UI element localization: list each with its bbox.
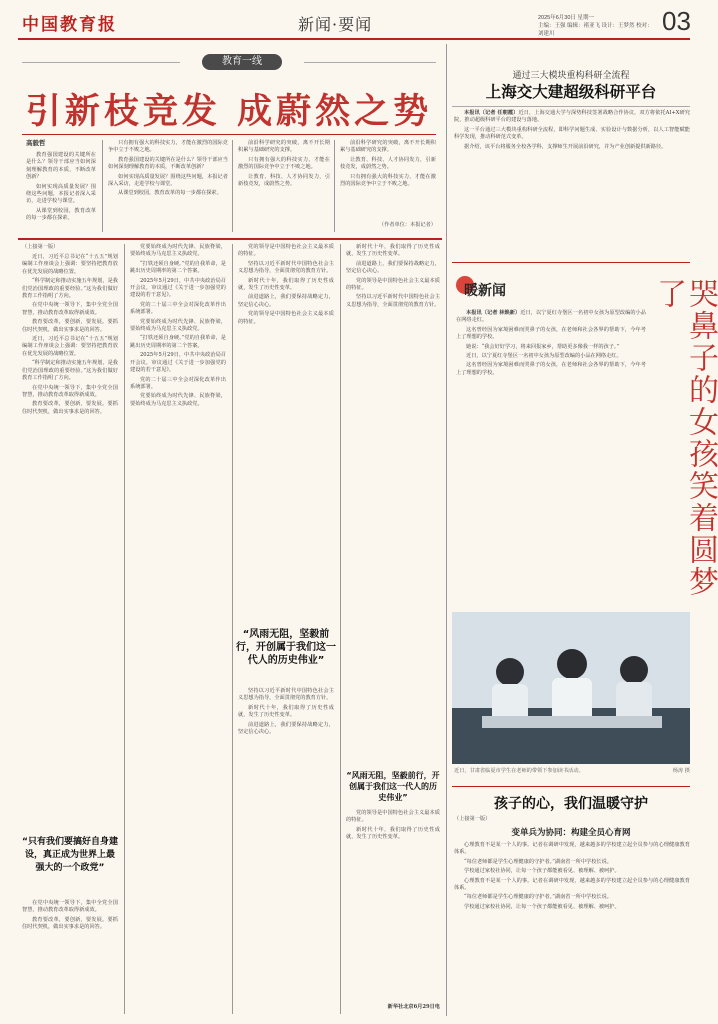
right-top-kicker: 通过三大模块重构科研全流程 xyxy=(512,71,630,81)
middle-column: 党要始终成为时代先锋、民族脊梁，要始终成为马克思主义执政党。 “打铁还须自身硬。”党的自我革命，是跳出历史周期率的第二个答案。 2025年5月29日，中共中央政治局召开会议，审议通过《关于进一步加强党的建设的若干意见》。 党的二十届三中全会对深化改革作出系统部署。 党要始终成为时代先锋、民族脊梁，要始终成为马克思主义执政党。 “打铁还须自身硬。”党的自我革命，是跳出历史周期率的第二个答案。 2025年5月29日，中共中央政治局召开会议，审议通过《关于进一步加强党的建设的若干意见》。 党的二十届三中全会对深化改革作出系统部署。 党要始终成为时代先锋、民族脊梁，要始终成为马克思主义执政党。 xyxy=(130,244,226,407)
page-number: 03 xyxy=(662,6,691,36)
column-three: 党的领导是中国特色社会主义最本质的特征。 坚持以习近平新时代中国特色社会主义思想为指导，全面贯彻党的教育方针。 新时代十年，我们取得了历史性成就，发生了历史性变革。 前进道路上，我们要保持战略定力，坚定信心决心。 党的领导是中国特色社会主义最本质的特征。 xyxy=(238,244,334,325)
students-reading-image xyxy=(452,612,690,764)
news-photo xyxy=(452,612,690,764)
bottom-right-headline: 孩子的心，我们温暖守护 xyxy=(494,796,648,812)
column-four-endnote: 新华社北京6月29日电 xyxy=(387,1004,440,1010)
top-story-banner: 教育一线 xyxy=(202,54,282,70)
header-rule xyxy=(18,38,690,40)
top-story-author: 高毅哲 xyxy=(26,139,46,147)
newspaper-logo: 中国教育报 xyxy=(22,15,117,35)
right-top-body: 本报讯（记者 任朝霞）近日，上海交通大学与深势科技签署战略合作协议，双方将依托AI+X研究院，推动超级科研平台的建设与落地。 这一平台通过三大模块重构科研全流程，即科学问题生成、实验设计与数据分析，以人工智能赋能科学发现，推动科研范式变革。 据介绍，该平台将服务全校各学科，支撑师生开展前沿研究，并为产业创新提供新路径。 xyxy=(454,110,690,150)
bottom-right-subhead: 变单兵为协同：构建全员心育网 xyxy=(511,828,631,838)
bottom-right-body: 心理教育不是某一个人的事。记者在调研中发现，越来越多的学校建立起全员参与的心理健康教育体系。 “每位老师都是学生心理健康的守护者。”湖南省一所中学校长说。 学校通过家校社协同，让每一个孩子都能被看见、被理解、被呵护。 心理教育不是某一个人的事。记者在调研中发现，越来越多的学校建立起全员参与的心理健康教育体系。 “每位老师都是学生心理健康的守护者。”湖南省一所中学校长说。 学校通过家校社协同，让每一个孩子都能被看见、被理解、被呵护。 xyxy=(454,842,690,910)
warm-news-body: 本报讯（记者 林焕新）近日，以宁夏红寺堡区一名初中女孩为原型改编的小品在网络走红。 这名曾经因为家境困难而哭鼻子的女孩，在老师和社会各界的帮助下，今年考上了理想的学校。 她说：“我会好好学习，将来回报家乡，帮助更多像我一样的孩子。” 近日，以宁夏红寺堡区一名初中女孩为原型改编的小品在网络走红。 这名曾经因为家境困难而哭鼻子的女孩，在老师和社会各界的帮助下，今年考上了理想的学校。 xyxy=(456,310,646,376)
right-top-headline: 上海交大建超级科研平台 xyxy=(485,83,657,101)
top-story-column-4: 前沿科学研究的突破，离不开长期积累与基础研究的支撑。 让教育、科技、人才协同发力，引新枝竞发，成蔚然之势。 只有拥有强大的科技实力，才能在激烈的国际竞争中立于不败之地。 xyxy=(340,140,436,188)
left-lower-quote: “只有我们要搞好自身建设，真正成为世界上最强大的一个政党” xyxy=(22,837,118,873)
warm-news-vertical-title: 哭鼻子的女孩笑着圆梦了 xyxy=(651,278,718,598)
warm-news-label-box xyxy=(456,272,536,306)
pullquote-headline: “风雨无阻，坚毅前行，开创属于我们这一代人的历史伟业” xyxy=(236,629,336,666)
bottom-right-dateline: （上接第一版） xyxy=(454,816,491,822)
column-four-lower: 党的领导是中国特色社会主义最本质的特征。 新时代十年，我们取得了历史性成就，发生了历史性变革。 xyxy=(346,810,440,841)
header-meta xyxy=(538,14,658,38)
top-story-byline: （作者单位：本报记者） xyxy=(378,222,436,228)
top-story-column-2: 只有拥有强大的科技实力，才能在激烈的国际竞争中立于不败之地。 教育强国建设的关键所在是什么？领导干部应当如何深刻理解教育的本质，不断改革创新？ 如何实现高质量发展？围绕这些问题，本报记者深入采访，走进学校与课堂。 从课堂到校园，教育改革的每一步都在探索。 xyxy=(108,140,228,197)
editor-line: 主编：王强 编辑：褚亚飞 设计：王梦然 校对：刘建川 xyxy=(538,23,653,37)
column-four-subheading: “风雨无阻，坚毅前行，开创属于我们这一代人的历史伟业” xyxy=(346,771,440,802)
column-four: 新时代十年，我们取得了历史性成就，发生了历史性变革。 前进道路上，我们要保持战略定力，坚定信心决心。 党的领导是中国特色社会主义最本质的特征。 坚持以习近平新时代中国特色社会主义思想为指导，全面贯彻党的教育方针。 xyxy=(346,244,440,308)
photo-caption: 近日，甘肃省临夏市学生在老师的带领下参加读书活动。 杨涛 摄 xyxy=(454,768,690,774)
column-three-lower: 坚持以习近平新时代中国特色社会主义思想为指导，全面贯彻党的教育方针。 新时代十年，我们取得了历史性成就，发生了历史性变革。 前进道路上，我们要保持战略定力，坚定信心决心。 xyxy=(238,688,334,736)
date-line: 2025年6月30日 星期一 xyxy=(538,15,594,21)
left-column-dateline: （上接第一版） xyxy=(22,244,59,250)
warm-news-label: 暖新闻 xyxy=(464,283,506,299)
left-column: 近日，习近平总书记在“十五五”规划编制工作座谈会上强调：要坚持把教育放在优先发展的战略位置。 “科学制定和推动实施五年规划，是我们党治国理政的重要经验。”这为我们做好教育工作指明了方向。 在党中央统一领导下，集中全党全国智慧，推动教育改革取得新成效。 教育要改革，要创新，要发展。要抓住时代契机，做出实事求是的回答。 近日，习近平总书记在“十五五”规划编制工作座谈会上强调：要坚持把教育放在优先发展的战略位置。 “科学制定和推动实施五年规划，是我们党治国理政的重要经验。”这为我们做好教育工作指明了方向。 在党中央统一领导下，集中全党全国智慧，推动教育改革取得新成效。 教育要改革，要创新，要发展。要抓住时代契机，做出实事求是的回答。 xyxy=(22,254,118,415)
top-story-title: 引新枝竞发 成蔚然之势 xyxy=(25,92,433,132)
top-story-column-3: 前沿科学研究的突破，离不开长期积累与基础研究的支撑。 只有拥有强大的科技实力，才能在激烈的国际竞争中立于不败之地。 让教育、科技、人才协同发力，引新枝竞发，成蔚然之势。 xyxy=(238,140,330,188)
section-name: 新闻·要闻 xyxy=(298,15,373,34)
top-story-intro: 教育强国建设的关键所在是什么？领导干部应当如何深刻理解教育的本质，不断改革创新？ 如何实现高质量发展？围绕这些问题，本报记者深入采访，走进学校与课堂。 从课堂到校园，教育改革的每一步都在探索。 xyxy=(26,152,96,222)
left-column-tail: 在党中央统一领导下，集中全党全国智慧，推动教育改革取得新成效。 教育要改革，要创新，要发展。要抓住时代契机，做出实事求是的回答。 xyxy=(22,900,118,931)
